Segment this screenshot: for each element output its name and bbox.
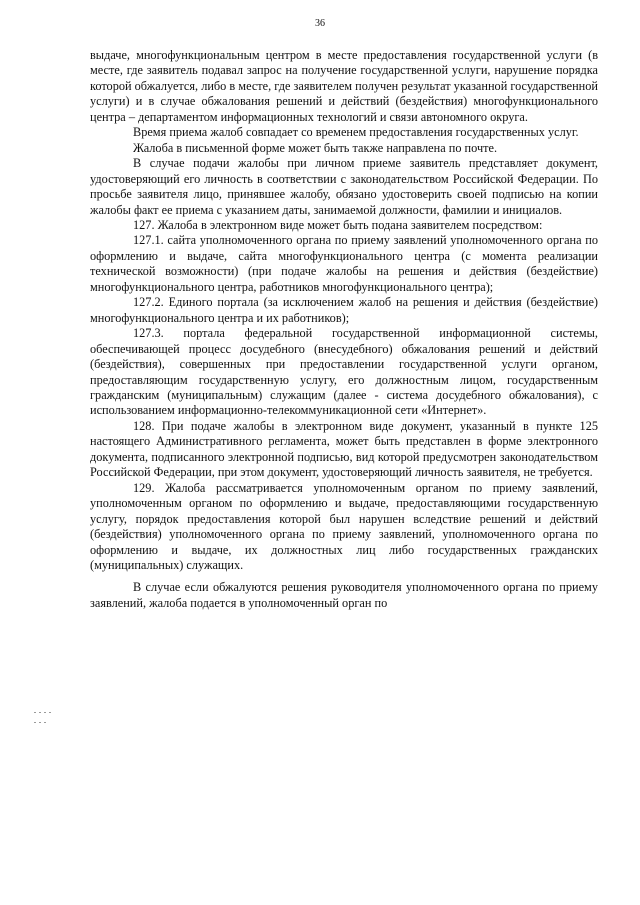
- paragraph-head-complaint: В случае если обжалуются решения руководителя уполномоченного органа по приему заявлений, жалоба подается в уполномоченный орган по: [90, 580, 598, 610]
- paragraph-128: 128. При подаче жалобы в электронном виде документ, указанный в пункте 125 настоящего Административного регламента, может быть представлен в форме электронного документа, подписанного электронной подписью, вид которой предусмотрен законодательством Российской Федерации, при этом документ, удостоверяющий личность заявителя, не требуется.: [90, 418, 598, 480]
- paragraph-127: 127. Жалоба в электронном виде может быть подана заявителем посредством:: [133, 217, 543, 232]
- paragraph-127-2: 127.2. Единого портала (за исключением жалоб на решения и действия (бездействие) многофункционального центра и их работников);: [90, 295, 598, 325]
- paragraph-reception-time: Время приема жалоб совпадает со временем предоставления государственных услуг.: [133, 125, 579, 140]
- paragraph-mail: Жалоба в письменной форме может быть также направлена по почте.: [133, 140, 498, 155]
- paragraph-129: 129. Жалоба рассматривается уполномоченным органом по приему заявлений, уполномоченным органом по оформлению и выдаче, предоставляющими государственную услугу, порядок предоставления которой был нарушен вследствие решений и действий (бездействия) уполномоченного органа по приему заявлений, уполномоченного органа по оформлению и выдаче, их должностных лиц либо государственных гражданских (муниципальных) служащих.: [90, 480, 598, 572]
- paragraph-personal-reception: В случае подачи жалобы при личном приеме заявитель представляет документ, удостоверяющий его личность в соответствии с законодательством Российской Федерации. По просьбе заявителя лицо, принявшее жалобу, обязано удостоверить своей подписью на копии жалобы факт ее приема с указанием даты, занимаемой должности, фамилии и инициалов.: [90, 156, 598, 217]
- page-number: 36: [315, 18, 325, 29]
- scan-mark: [34, 722, 46, 723]
- scan-mark: [34, 712, 52, 713]
- paragraph-continuation: выдаче, многофункциональным центром в месте предоставления государственной услуги (в месте, где заявитель подавал запрос на получение государственной услуги, нарушение порядка которой обжалуется, либо в месте, где заявителем получен результат указанной государственной услуги) и в случае обжалования решений и действий (бездействия) многофункционального центра – департаментом информационных технологий и связи автономного округа.: [90, 48, 598, 124]
- document-body: [90, 48, 598, 611]
- paragraph-127-1: 127.1. сайта уполномоченного органа по приему заявлений уполномоченного органа по оформлению и выдаче, сайта многофункционального центра (с момента реализации технической возможности) (при подаче жалобы на решения и действия (бездействие) многофункционального центра, работников многофункционального центра);: [90, 233, 598, 294]
- paragraph-127-3: 127.3. портала федеральной государственной информационной системы, обеспечивающей процесс досудебного (внесудебного) обжалования решений и действий (бездействия), совершенных при предоставлении государственной услуги органом, предоставляющим государственную услугу, его должностным лицом, государственным гражданским (муниципальным) служащим (далее - система досудебного обжалования), с использованием информационно-телекоммуникационной сети «Интернет».: [90, 326, 598, 418]
